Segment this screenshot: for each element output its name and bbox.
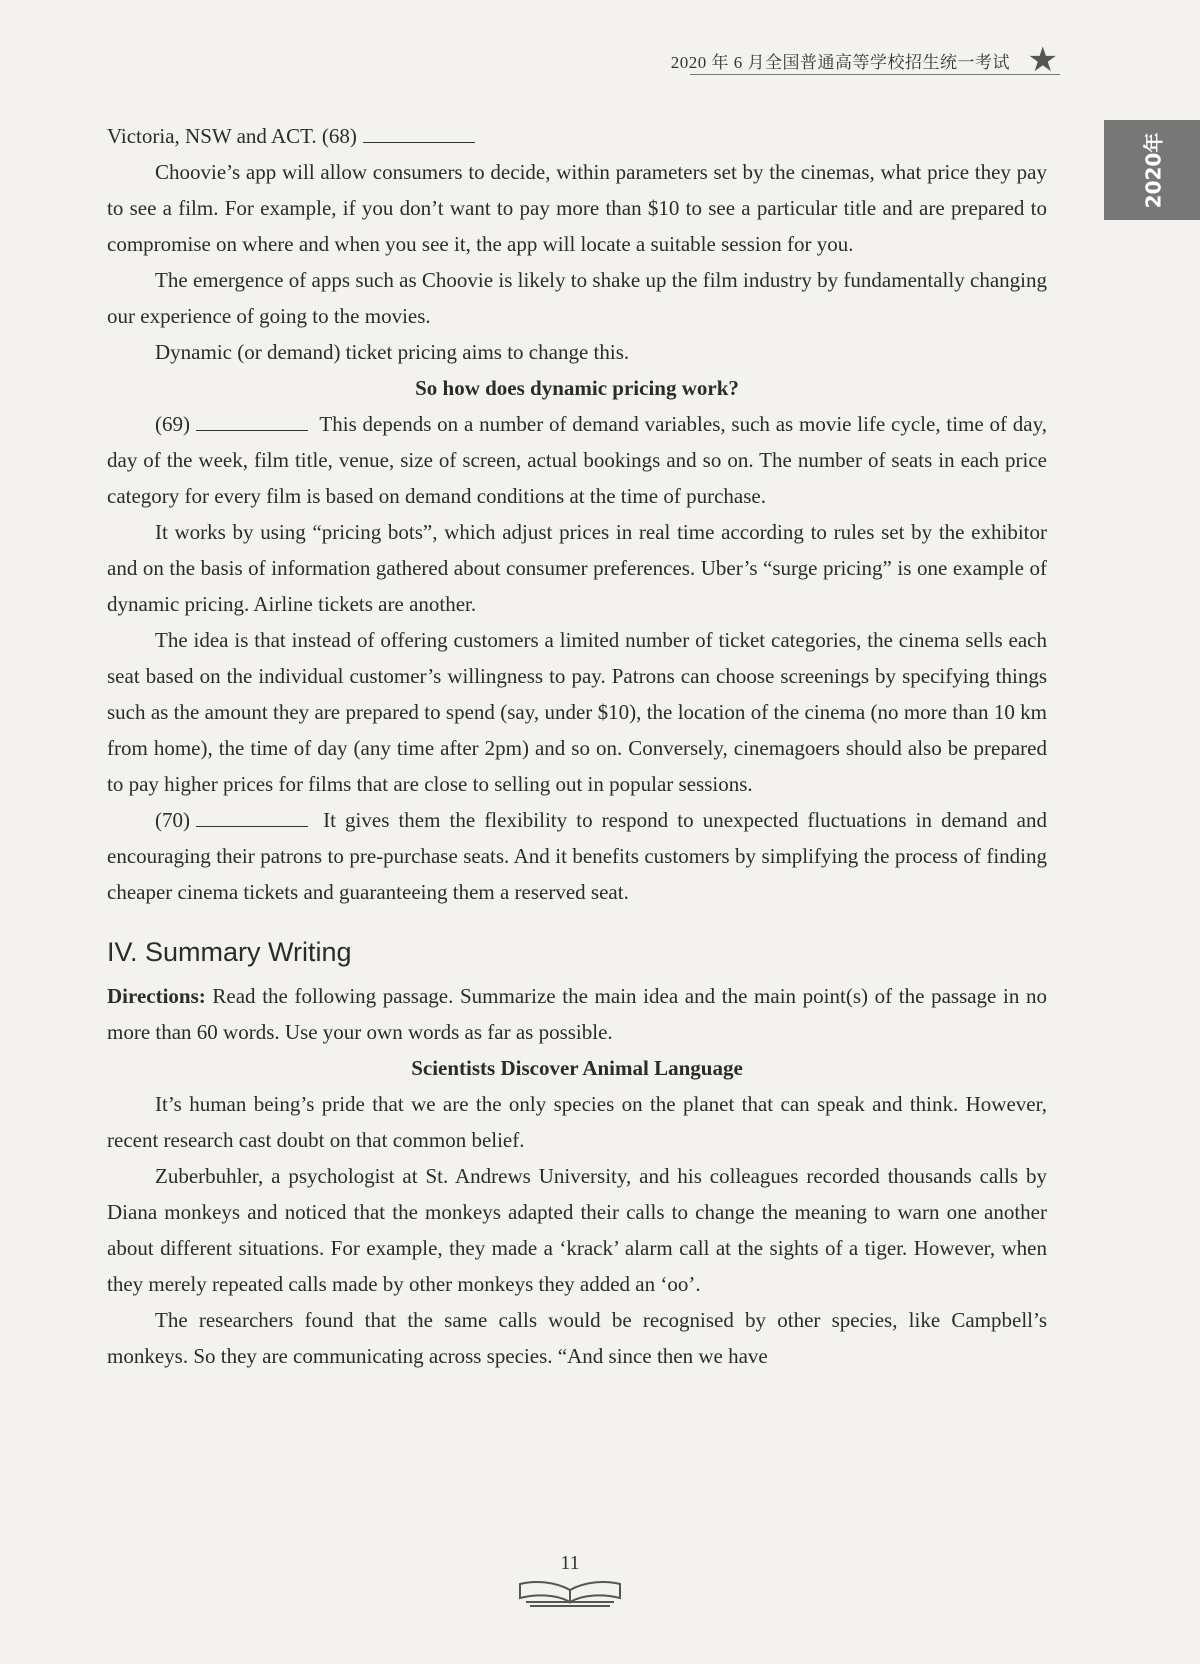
paragraph-69-text: This depends on a number of demand variables, such as movie life cycle, time of day, day of the week, film title, venue, size of screen, actual bookings and so on. The number of seats in each price category for every film is based on demand conditions at the time of purchase. (107, 412, 1047, 508)
directions-label: Directions: (107, 984, 206, 1008)
section-title: IV. Summary Writing (107, 937, 352, 967)
passage-title: Scientists Discover Animal Language (411, 1056, 743, 1080)
directions (107, 978, 1047, 1050)
paragraph-68 (107, 118, 1047, 154)
question-number-70: (70) (155, 808, 190, 832)
answer-blank-70[interactable] (196, 806, 308, 827)
subheading: So how does dynamic pricing work? (415, 376, 739, 400)
header-rule (690, 74, 1060, 75)
paragraph: The idea is that instead of offering customers a limited number of ticket categories, the cinema sells each seat based on the individual customer’s willingness to pay. Patrons can choose screenings by specifying things such as the amount they are prepared to spend (say, under $10), the location of the cinema (no more than 10 km from home), the time of day (any time after 2pm) and so on. Conversely, cinemagoers should also be prepared to pay higher prices for films that are close to selling out in popular sessions. (107, 628, 1047, 796)
running-header (670, 42, 1080, 80)
paragraph: The emergence of apps such as Choovie is likely to shake up the film industry by fundamentally changing our experience of going to the movies. (107, 268, 1047, 328)
directions-text: Read the following passage. Summarize the main idea and the main point(s) of the passage in no more than 60 words. Use your own words as far as possible. (107, 984, 1047, 1044)
answer-blank-69[interactable] (196, 410, 308, 431)
paragraph: Choovie’s app will allow consumers to decide, within parameters set by the cinemas, what price they pay to see a film. For example, if you don’t want to pay more than $10 to see a particular title and are prepared to compromise on where and when you see it, the app will locate a suitable session for you. (107, 160, 1047, 256)
open-book-icon (516, 1572, 624, 1608)
paragraph-68-text: Victoria, NSW and ACT. (68) (107, 124, 357, 148)
page-number: 11 (560, 1552, 580, 1574)
paragraph: The researchers found that the same calls would be recognised by other species, like Campbell’s monkeys. So they are communicating across species. “And since then we have (107, 1308, 1047, 1368)
year-tab (1104, 120, 1200, 220)
page-content (107, 118, 1047, 1374)
running-title: 2020 年 6 月全国普通高等学校招生统一考试 (670, 53, 1010, 72)
year-tab-label: 2020年 (1141, 132, 1166, 208)
question-number-69: (69) (155, 412, 190, 436)
page-footer (500, 1552, 640, 1612)
paragraph: Dynamic (or demand) ticket pricing aims to change this. (155, 340, 630, 364)
star-icon: ★ (1027, 42, 1058, 79)
paragraph: It’s human being’s pride that we are the only species on the planet that can speak and think. However, recent research cast doubt on that common belief. (107, 1092, 1047, 1152)
answer-blank-68[interactable] (363, 122, 475, 143)
paragraph: Zuberbuhler, a psychologist at St. Andrews University, and his colleagues recorded thousands calls by Diana monkeys and noticed that the monkeys adapted their calls to change the meaning to warn one another about different situations. For example, they made a ‘krack’ alarm call at the sights of a tiger. However, when they merely repeated calls made by other monkeys they added an ‘oo’. (107, 1164, 1047, 1296)
paragraph-70 (107, 802, 1047, 910)
paragraph-70-text: It gives them the flexibility to respond to unexpected fluctuations in demand and encouraging their patrons to pre-purchase seats. And it benefits customers by simplifying the process of finding cheaper cinema tickets and guaranteeing them a reserved seat. (107, 808, 1048, 904)
paragraph: It works by using “pricing bots”, which adjust prices in real time according to rules set by the exhibitor and on the basis of information gathered about consumer preferences. Uber’s “surge pricing” is one example of dynamic pricing. Airline tickets are another. (107, 520, 1047, 616)
paragraph-69 (107, 406, 1047, 514)
